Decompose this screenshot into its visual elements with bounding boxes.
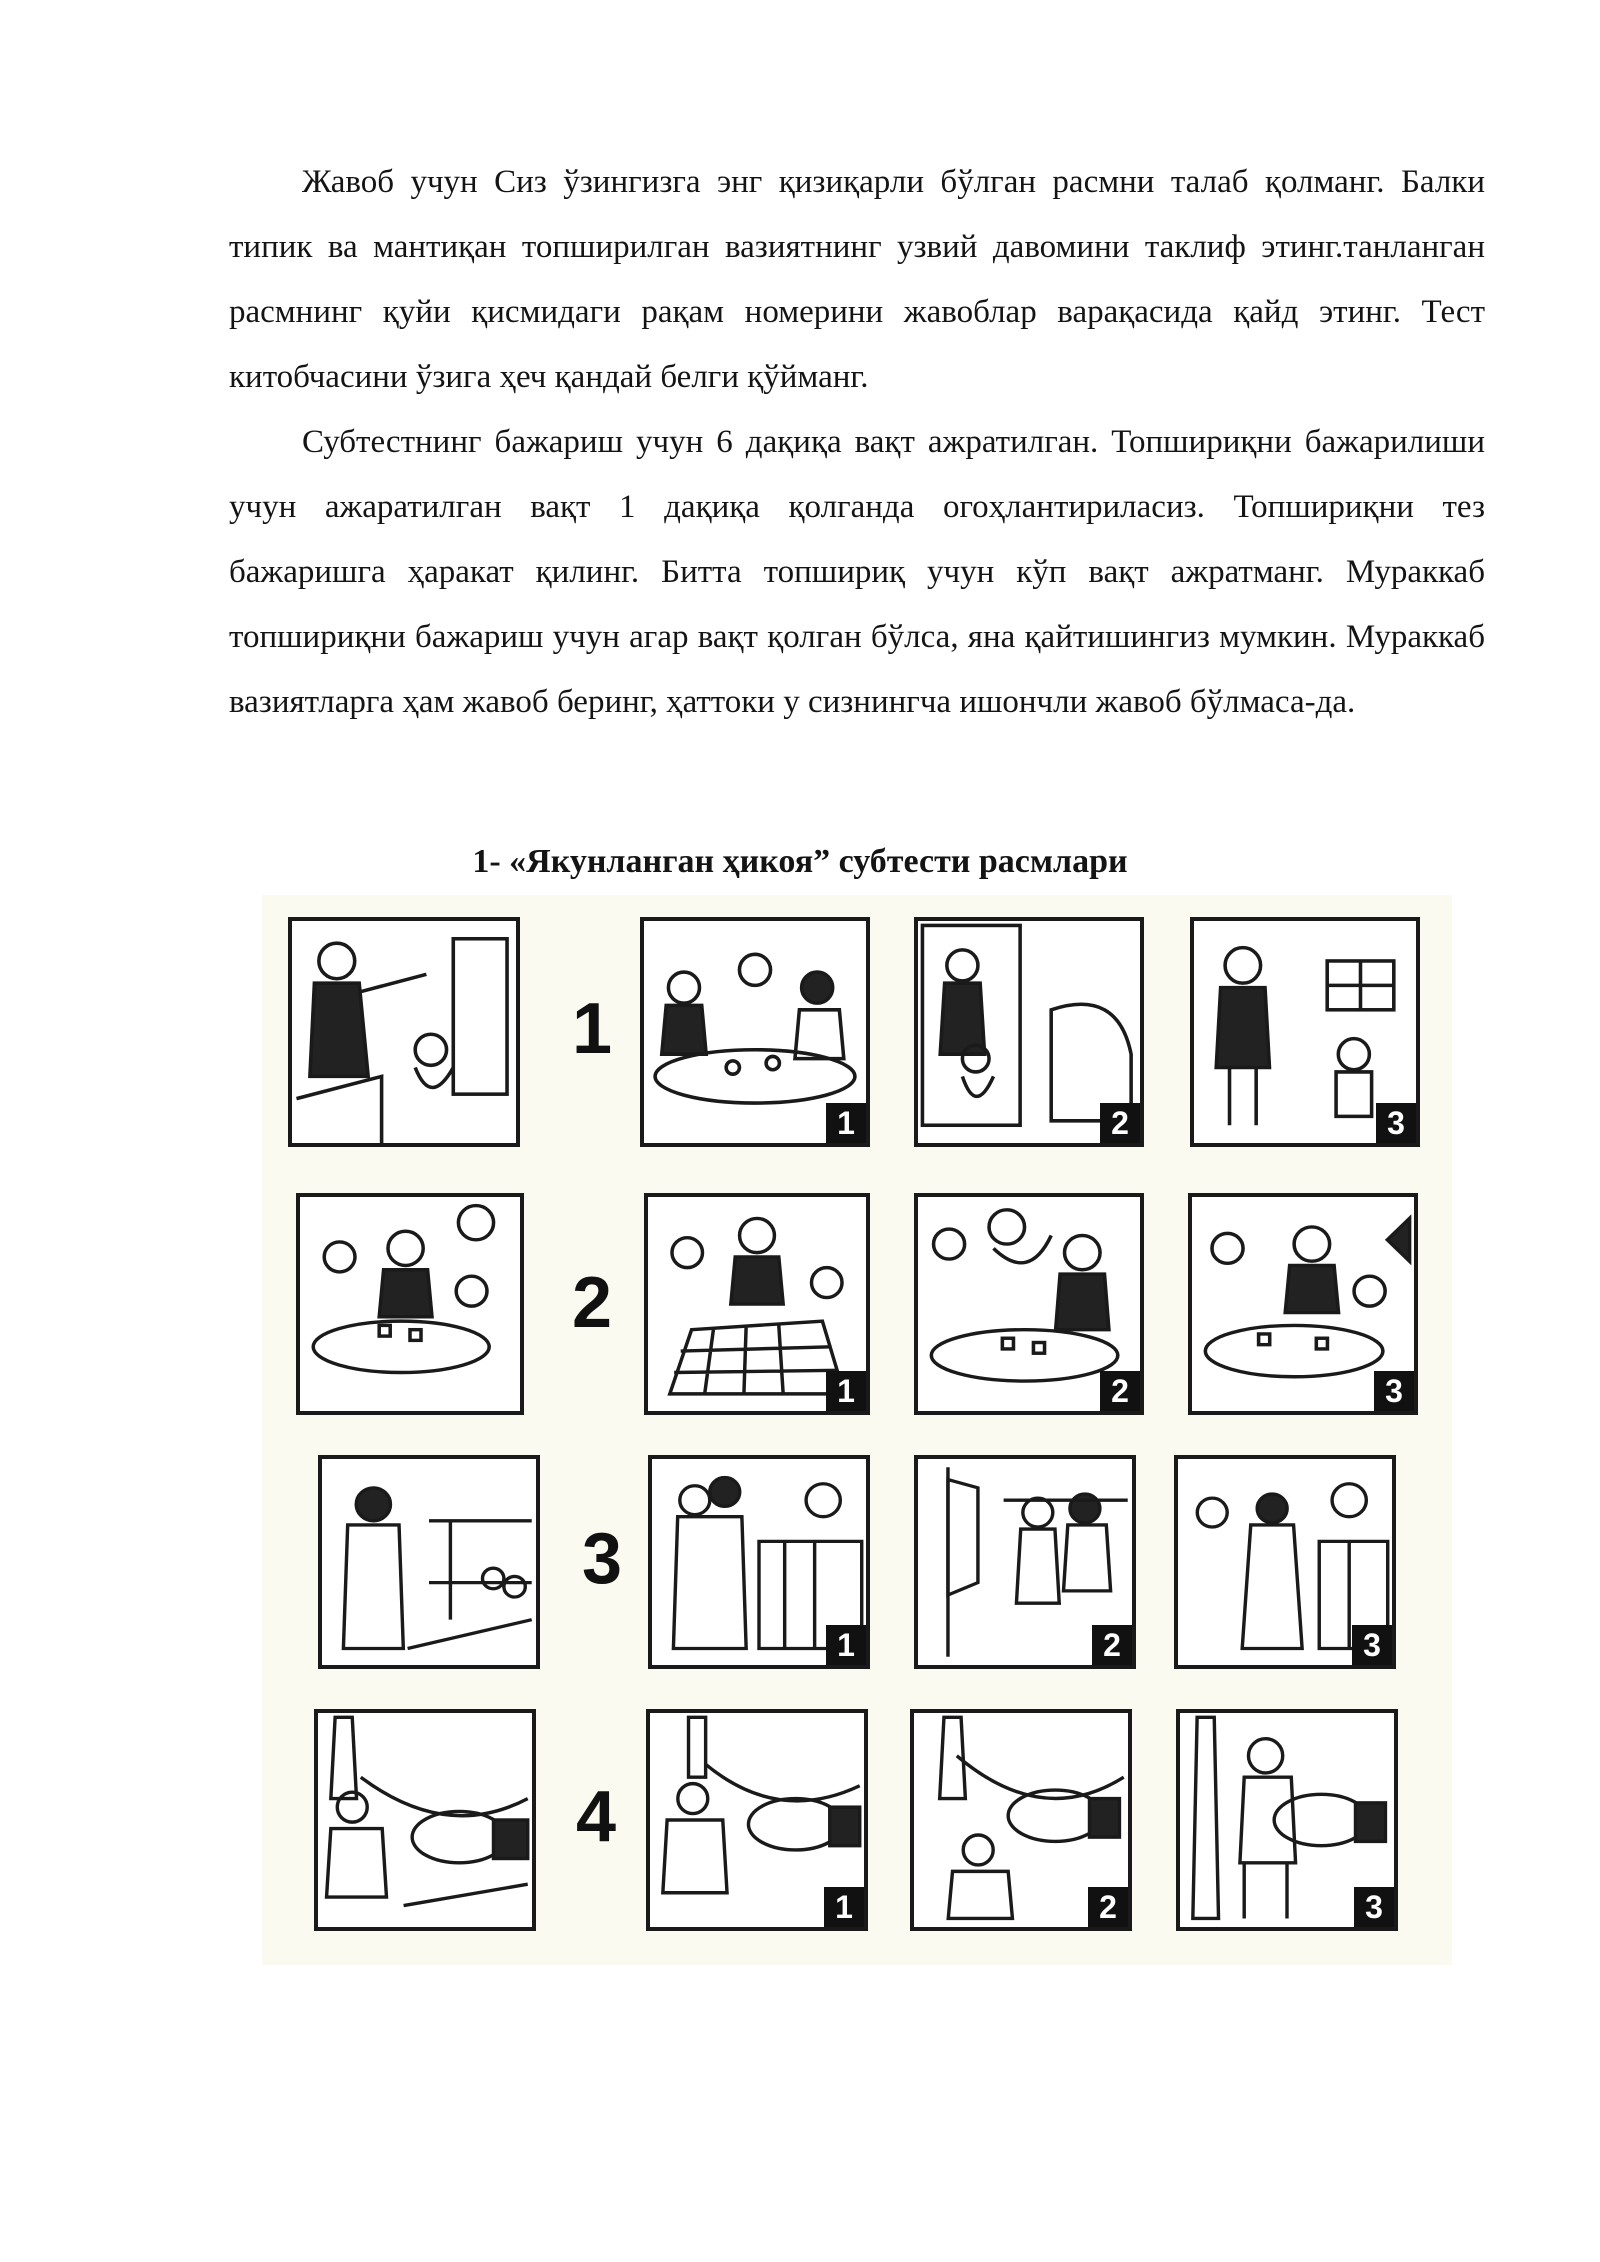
sketch-illustration [292, 921, 516, 1143]
paragraph-2: Субтестнинг бажариш учун 6 дақиқа вақт ажратилган. Топшириқни бажарилиши учун ажаратилган вақт 1 дақиқа қолганда огоҳлантириласиз. Топшириқни тез бажаришга ҳаракат қилинг. Битта топшириқ учун кўп вақт ажратманг. Мураккаб топшириқни бажариш учун агар вақт қолган бўлса, яна қайтишингиз мумкин. Мураккаб вазиятларга ҳам жавоб беринг, ҳаттоки у сизнингча ишончли жавоб бўлмаса-да. [229, 424, 1485, 720]
row-2-option-3[interactable] [1188, 1193, 1418, 1415]
row-number: 2 [571, 1263, 613, 1343]
option-number-badge: 2 [1100, 1103, 1140, 1143]
option-number-badge: 1 [826, 1103, 866, 1143]
row-3-option-3[interactable] [1174, 1455, 1396, 1669]
row-4-option-2[interactable] [910, 1709, 1132, 1931]
sketch-illustration [322, 1459, 536, 1665]
row-4-option-1[interactable] [646, 1709, 868, 1931]
row-3-option-1[interactable] [648, 1455, 870, 1669]
option-number-badge: 1 [826, 1625, 866, 1665]
row-number: 4 [575, 1777, 617, 1857]
sketch-illustration [318, 1713, 532, 1927]
paragraph-1: Жавоб учун Сиз ўзингизга энг қизиқарли бўлган расмни талаб қолманг. Балки типик ва мантиқан топширилган вазиятнинг узвий давомини таклиф этинг.танланган расмнинг қуйи қисмидаги рақам номерини жавоблар варақасида қайд этинг. Тест китобчасини ўзига ҳеч қандай белги қўйманг. [229, 164, 1485, 395]
story-completion-figure [262, 895, 1452, 1965]
option-number-badge: 2 [1092, 1625, 1132, 1665]
row-4-story-panel [314, 1709, 536, 1931]
option-number-badge: 1 [826, 1371, 866, 1411]
option-number-badge: 3 [1352, 1625, 1392, 1665]
row-1-option-2[interactable] [914, 917, 1144, 1147]
option-number-badge: 3 [1376, 1103, 1416, 1143]
row-1-option-1[interactable] [640, 917, 870, 1147]
option-number-badge: 2 [1100, 1371, 1140, 1411]
sketch-illustration [300, 1197, 520, 1411]
row-number: 1 [571, 989, 613, 1069]
instructions-text [229, 150, 1485, 735]
row-2-story-panel [296, 1193, 524, 1415]
option-number-badge: 3 [1354, 1887, 1394, 1927]
row-3-option-2[interactable] [914, 1455, 1136, 1669]
option-number-badge: 1 [824, 1887, 864, 1927]
figure-title: 1- «Якунланган ҳикоя” субтести расмлари [472, 843, 1128, 880]
row-number: 3 [581, 1519, 623, 1599]
row-2-option-1[interactable] [644, 1193, 870, 1415]
row-2-option-2[interactable] [914, 1193, 1144, 1415]
row-4-option-3[interactable] [1176, 1709, 1398, 1931]
row-1-story-panel [288, 917, 520, 1147]
row-1-option-3[interactable] [1190, 917, 1420, 1147]
row-3-story-panel [318, 1455, 540, 1669]
option-number-badge: 2 [1088, 1887, 1128, 1927]
option-number-badge: 3 [1374, 1371, 1414, 1411]
